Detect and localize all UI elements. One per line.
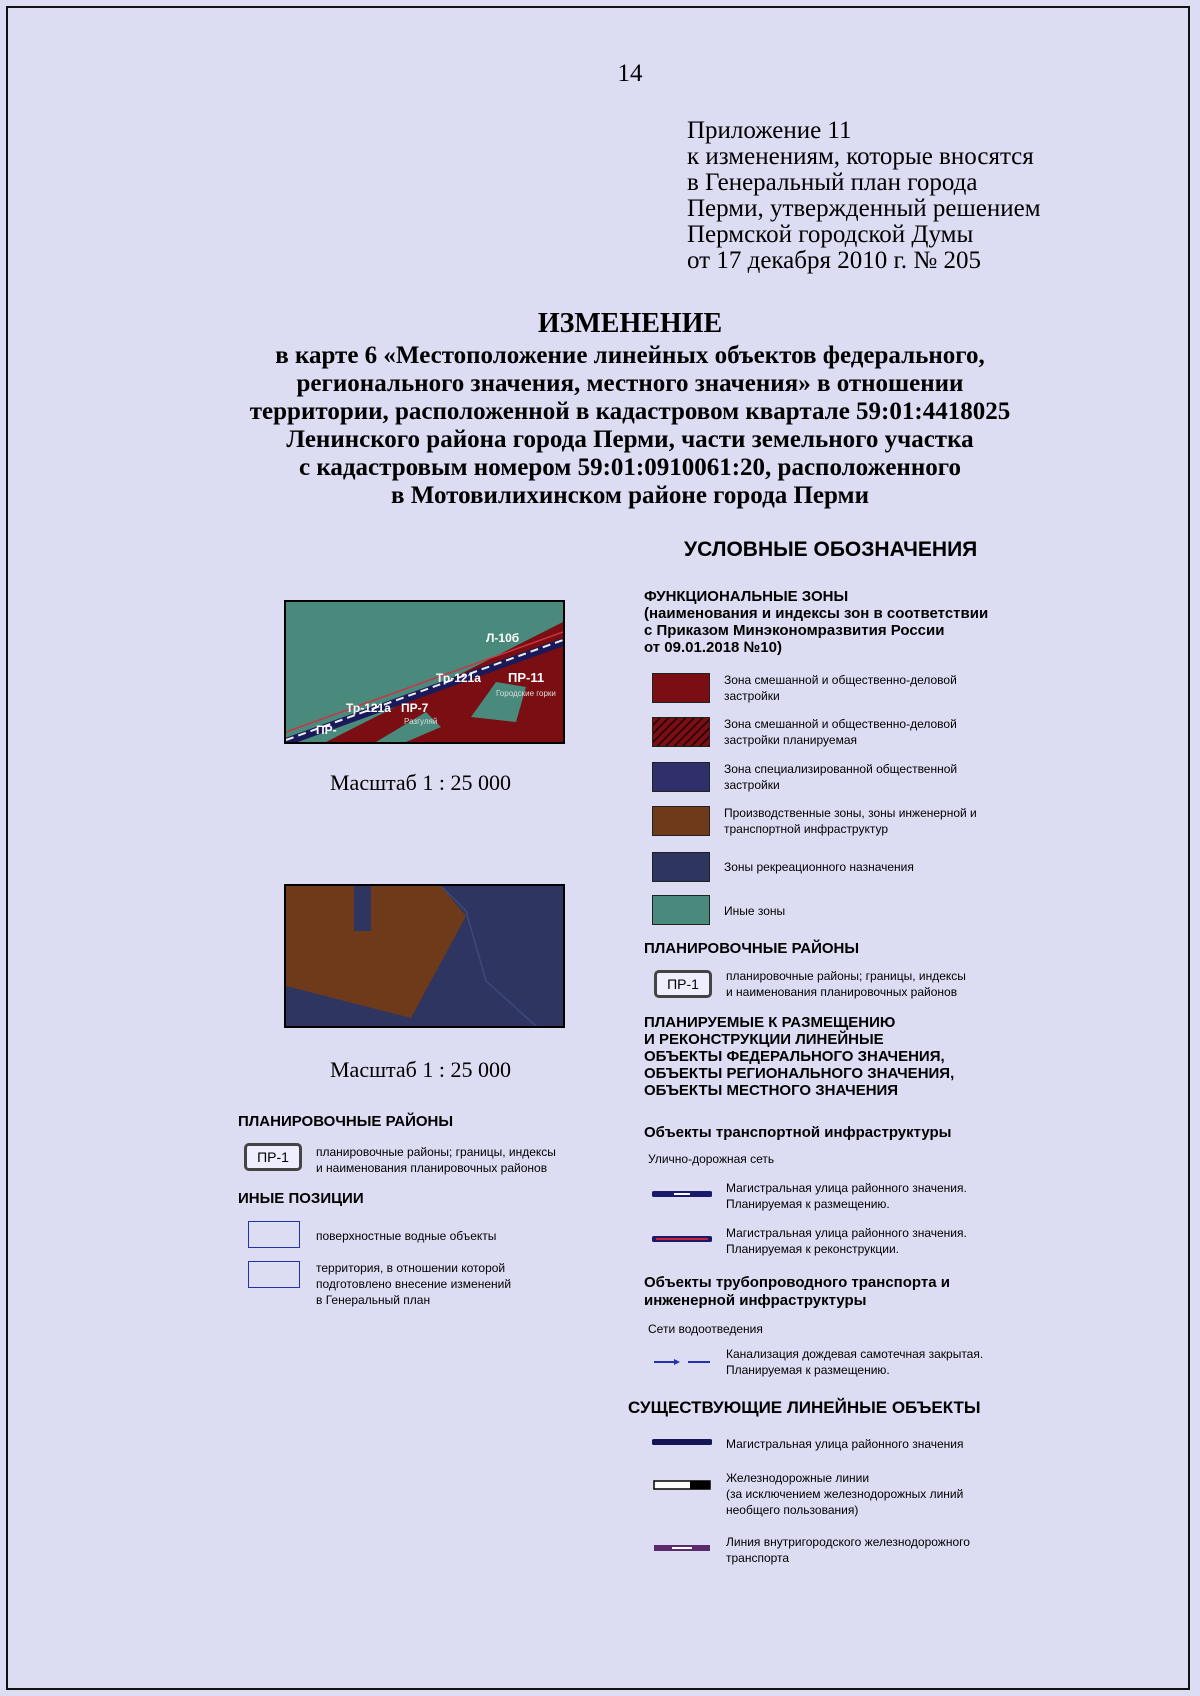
appendix-line: в Генеральный план города — [687, 169, 978, 196]
label-pr11: ПР-11 — [508, 670, 545, 685]
label-tr121a: Тр-121а — [436, 671, 481, 685]
zone-recreation-label: Зоны рекреационного назначения — [724, 860, 914, 874]
water-label: поверхностные водные объекты — [316, 1229, 497, 1243]
reconstruction-road-label — [726, 1225, 967, 1257]
road2-line: Магистральная улица районного значения. — [726, 1226, 967, 1240]
rail-line: необщего пользования) — [726, 1503, 859, 1517]
other-positions-heading: ИНЫЕ ПОЗИЦИИ — [238, 1190, 364, 1207]
tram-label-line: Линия внутригородского железнодорожного — [726, 1535, 970, 1549]
zone-mixed-label — [724, 672, 957, 704]
page-number: 14 — [617, 60, 643, 87]
zone-specialized-swatch — [652, 762, 710, 792]
pd-label-line: и наименования планировочных районов — [726, 985, 958, 999]
pd-label-line: планировочные районы; границы, индексы — [726, 969, 966, 983]
road1-line: Магистральная улица районного значения. — [726, 1181, 967, 1195]
zone-label-line: Производственные зоны, зоны инженерной и — [724, 806, 977, 820]
fz-heading-line: (наименования и индексы зон в соответствии — [644, 605, 989, 622]
transport-heading: Объекты транспортной инфраструктуры — [644, 1124, 952, 1141]
drainage-label: Сети водоотведения — [648, 1322, 763, 1336]
territory-line: в Генеральный план — [316, 1293, 431, 1307]
legend-title: УСЛОВНЫЕ ОБОЗНАЧЕНИЯ — [684, 538, 978, 561]
pipeline-heading — [644, 1274, 950, 1310]
existing-road-symbol — [652, 1436, 712, 1448]
zone-mixed-planned-label — [724, 716, 957, 748]
left-planning-line: планировочные районы; границы, индексы — [316, 1145, 556, 1159]
sewer-arrow — [674, 1359, 680, 1365]
territory-label — [316, 1260, 511, 1308]
label-gorodskie-gorki: Городские горки — [496, 689, 556, 698]
document-subtitle — [150, 342, 1110, 510]
planned-objects-heading — [644, 1014, 954, 1099]
subtitle-line: в карте 6 «Местоположение линейных объектов федерального, — [275, 342, 985, 369]
zone-label-line: Зона смешанной и общественно-деловой — [724, 673, 957, 687]
appendix-line: к изменениям, которые вносятся — [687, 143, 1034, 170]
railway-label — [726, 1470, 963, 1518]
label-pr7: ПР-7 — [401, 701, 429, 715]
tram-symbol — [652, 1542, 712, 1554]
sewer-symbol — [652, 1357, 712, 1367]
pipeline-heading-line: инженерной инфраструктуры — [644, 1292, 867, 1309]
subtitle-line: с кадастровым номером 59:01:0910061:20, расположенного — [299, 454, 961, 481]
zone-mixed-swatch — [652, 673, 710, 703]
sewer-line: Планируемая к размещению. — [726, 1363, 890, 1377]
zone-mixed-planned-swatch — [652, 717, 710, 747]
zone-industrial-label — [724, 805, 977, 837]
zone-label-line: застройки — [724, 689, 780, 703]
label-tr121a-2: Тр-121а — [346, 701, 391, 715]
rail-line: Железнодорожные линии — [726, 1471, 870, 1485]
po-heading-line: ОБЪЕКТЫ ФЕДЕРАЛЬНОГО ЗНАЧЕНИЯ, — [644, 1048, 945, 1065]
planned-road-label — [726, 1180, 967, 1212]
territory-line: территория, в отношении которой — [316, 1261, 506, 1275]
tram-label — [726, 1534, 970, 1566]
planning-districts-label — [726, 968, 966, 1000]
zone-other-swatch — [652, 895, 710, 925]
left-pr1-badge: ПР-1 — [244, 1143, 302, 1171]
fz-heading-line: от 09.01.2018 №10) — [644, 639, 782, 656]
zone-other-label: Иные зоны — [724, 904, 786, 918]
zone-label-line: транспортной инфраструктур — [724, 822, 889, 836]
appendix-line: Перми, утвержденный решением — [687, 195, 1041, 222]
railway-black — [690, 1481, 710, 1489]
label-l10b: Л-10б — [486, 631, 520, 645]
left-planning-line: и наименования планировочных районов — [316, 1161, 548, 1175]
sewer-line: Канализация дождевая самотечная закрытая. — [726, 1347, 984, 1361]
pr1-badge: ПР-1 — [654, 970, 712, 998]
po-heading-line: ОБЪЕКТЫ МЕСТНОГО ЗНАЧЕНИЯ — [644, 1082, 899, 1099]
zone-label-line: застройки — [724, 778, 780, 792]
tram-label-line: транспорта — [726, 1551, 790, 1565]
subtitle-line: регионального значения, местного значения» в отношении — [296, 370, 964, 397]
subtitle-line: территории, расположенной в кадастровом квартале 59:01:4418025 — [249, 398, 1011, 425]
rail-line: (за исключением железнодорожных линий — [726, 1487, 964, 1501]
label-razgulyay: Разгуляй — [404, 717, 438, 726]
map-changed-scale: Масштаб 1 : 25 000 — [330, 1057, 511, 1082]
subtitle-line: Ленинского района города Перми, части земельного участка — [286, 426, 974, 453]
map-changed-drawing — [286, 886, 563, 1026]
territory-line: подготовлено внесение изменений — [316, 1277, 512, 1291]
appendix-line: Пермской городской Думы — [687, 221, 974, 248]
label-pr: ПР- — [316, 723, 337, 737]
po-heading-line: ПЛАНИРУЕМЫЕ К РАЗМЕЩЕНИЮ — [644, 1014, 896, 1031]
zone-specialized-label — [724, 761, 957, 793]
existing-road-label: Магистральная улица районного значения — [726, 1437, 964, 1451]
road1-line: Планируемая к размещению. — [726, 1197, 890, 1211]
sewer-label — [726, 1346, 983, 1378]
territory-swatch — [248, 1261, 300, 1288]
map-changed — [284, 884, 565, 1028]
reconstruction-road-symbol — [652, 1233, 712, 1245]
planning-districts-heading: ПЛАНИРОВОЧНЫЕ РАЙОНЫ — [644, 940, 860, 957]
zone-industrial-swatch — [652, 806, 710, 836]
appendix-note — [687, 118, 1041, 274]
functional-zones-heading — [644, 588, 988, 656]
planned-road-symbol — [652, 1188, 712, 1200]
fz-heading-line: с Приказом Минэкономразвития России — [644, 622, 945, 639]
existing-heading: СУЩЕСТВУЮЩИЕ ЛИНЕЙНЫЕ ОБЪЕКТЫ — [628, 1398, 981, 1417]
fz-heading-line: ФУНКЦИОНАЛЬНЫЕ ЗОНЫ — [644, 588, 849, 605]
document-title: ИЗМЕНЕНИЕ — [537, 308, 723, 339]
pipeline-heading-line: Объекты трубопроводного транспорта и — [644, 1274, 950, 1291]
zone-label-line: застройки планируемая — [724, 733, 858, 747]
po-heading-line: ОБЪЕКТЫ РЕГИОНАЛЬНОГО ЗНАЧЕНИЯ, — [644, 1065, 955, 1082]
map-existing-drawing — [286, 602, 563, 742]
zone-label-line: Зона специализированной общественной — [724, 762, 958, 776]
road-network-label: Улично-дорожная сеть — [648, 1152, 775, 1166]
map-existing — [284, 600, 565, 744]
subtitle-line: в Мотовилихинском районе города Перми — [390, 482, 869, 509]
left-planning-heading: ПЛАНИРОВОЧНЫЕ РАЙОНЫ — [238, 1113, 454, 1130]
zone-label-line: Зона смешанной и общественно-деловой — [724, 717, 957, 731]
left-planning-label — [316, 1144, 556, 1176]
po-heading-line: И РЕКОНСТРУКЦИИ ЛИНЕЙНЫЕ — [644, 1031, 884, 1048]
railway-symbol — [652, 1478, 712, 1492]
water-swatch — [248, 1221, 300, 1248]
appendix-line: от 17 декабря 2010 г. № 205 — [687, 247, 982, 274]
appendix-line: Приложение 11 — [687, 117, 852, 144]
zone-recreation-swatch — [652, 852, 710, 882]
map-existing-scale: Масштаб 1 : 25 000 — [330, 770, 511, 795]
road2-line: Планируемая к реконструкции. — [726, 1242, 899, 1256]
